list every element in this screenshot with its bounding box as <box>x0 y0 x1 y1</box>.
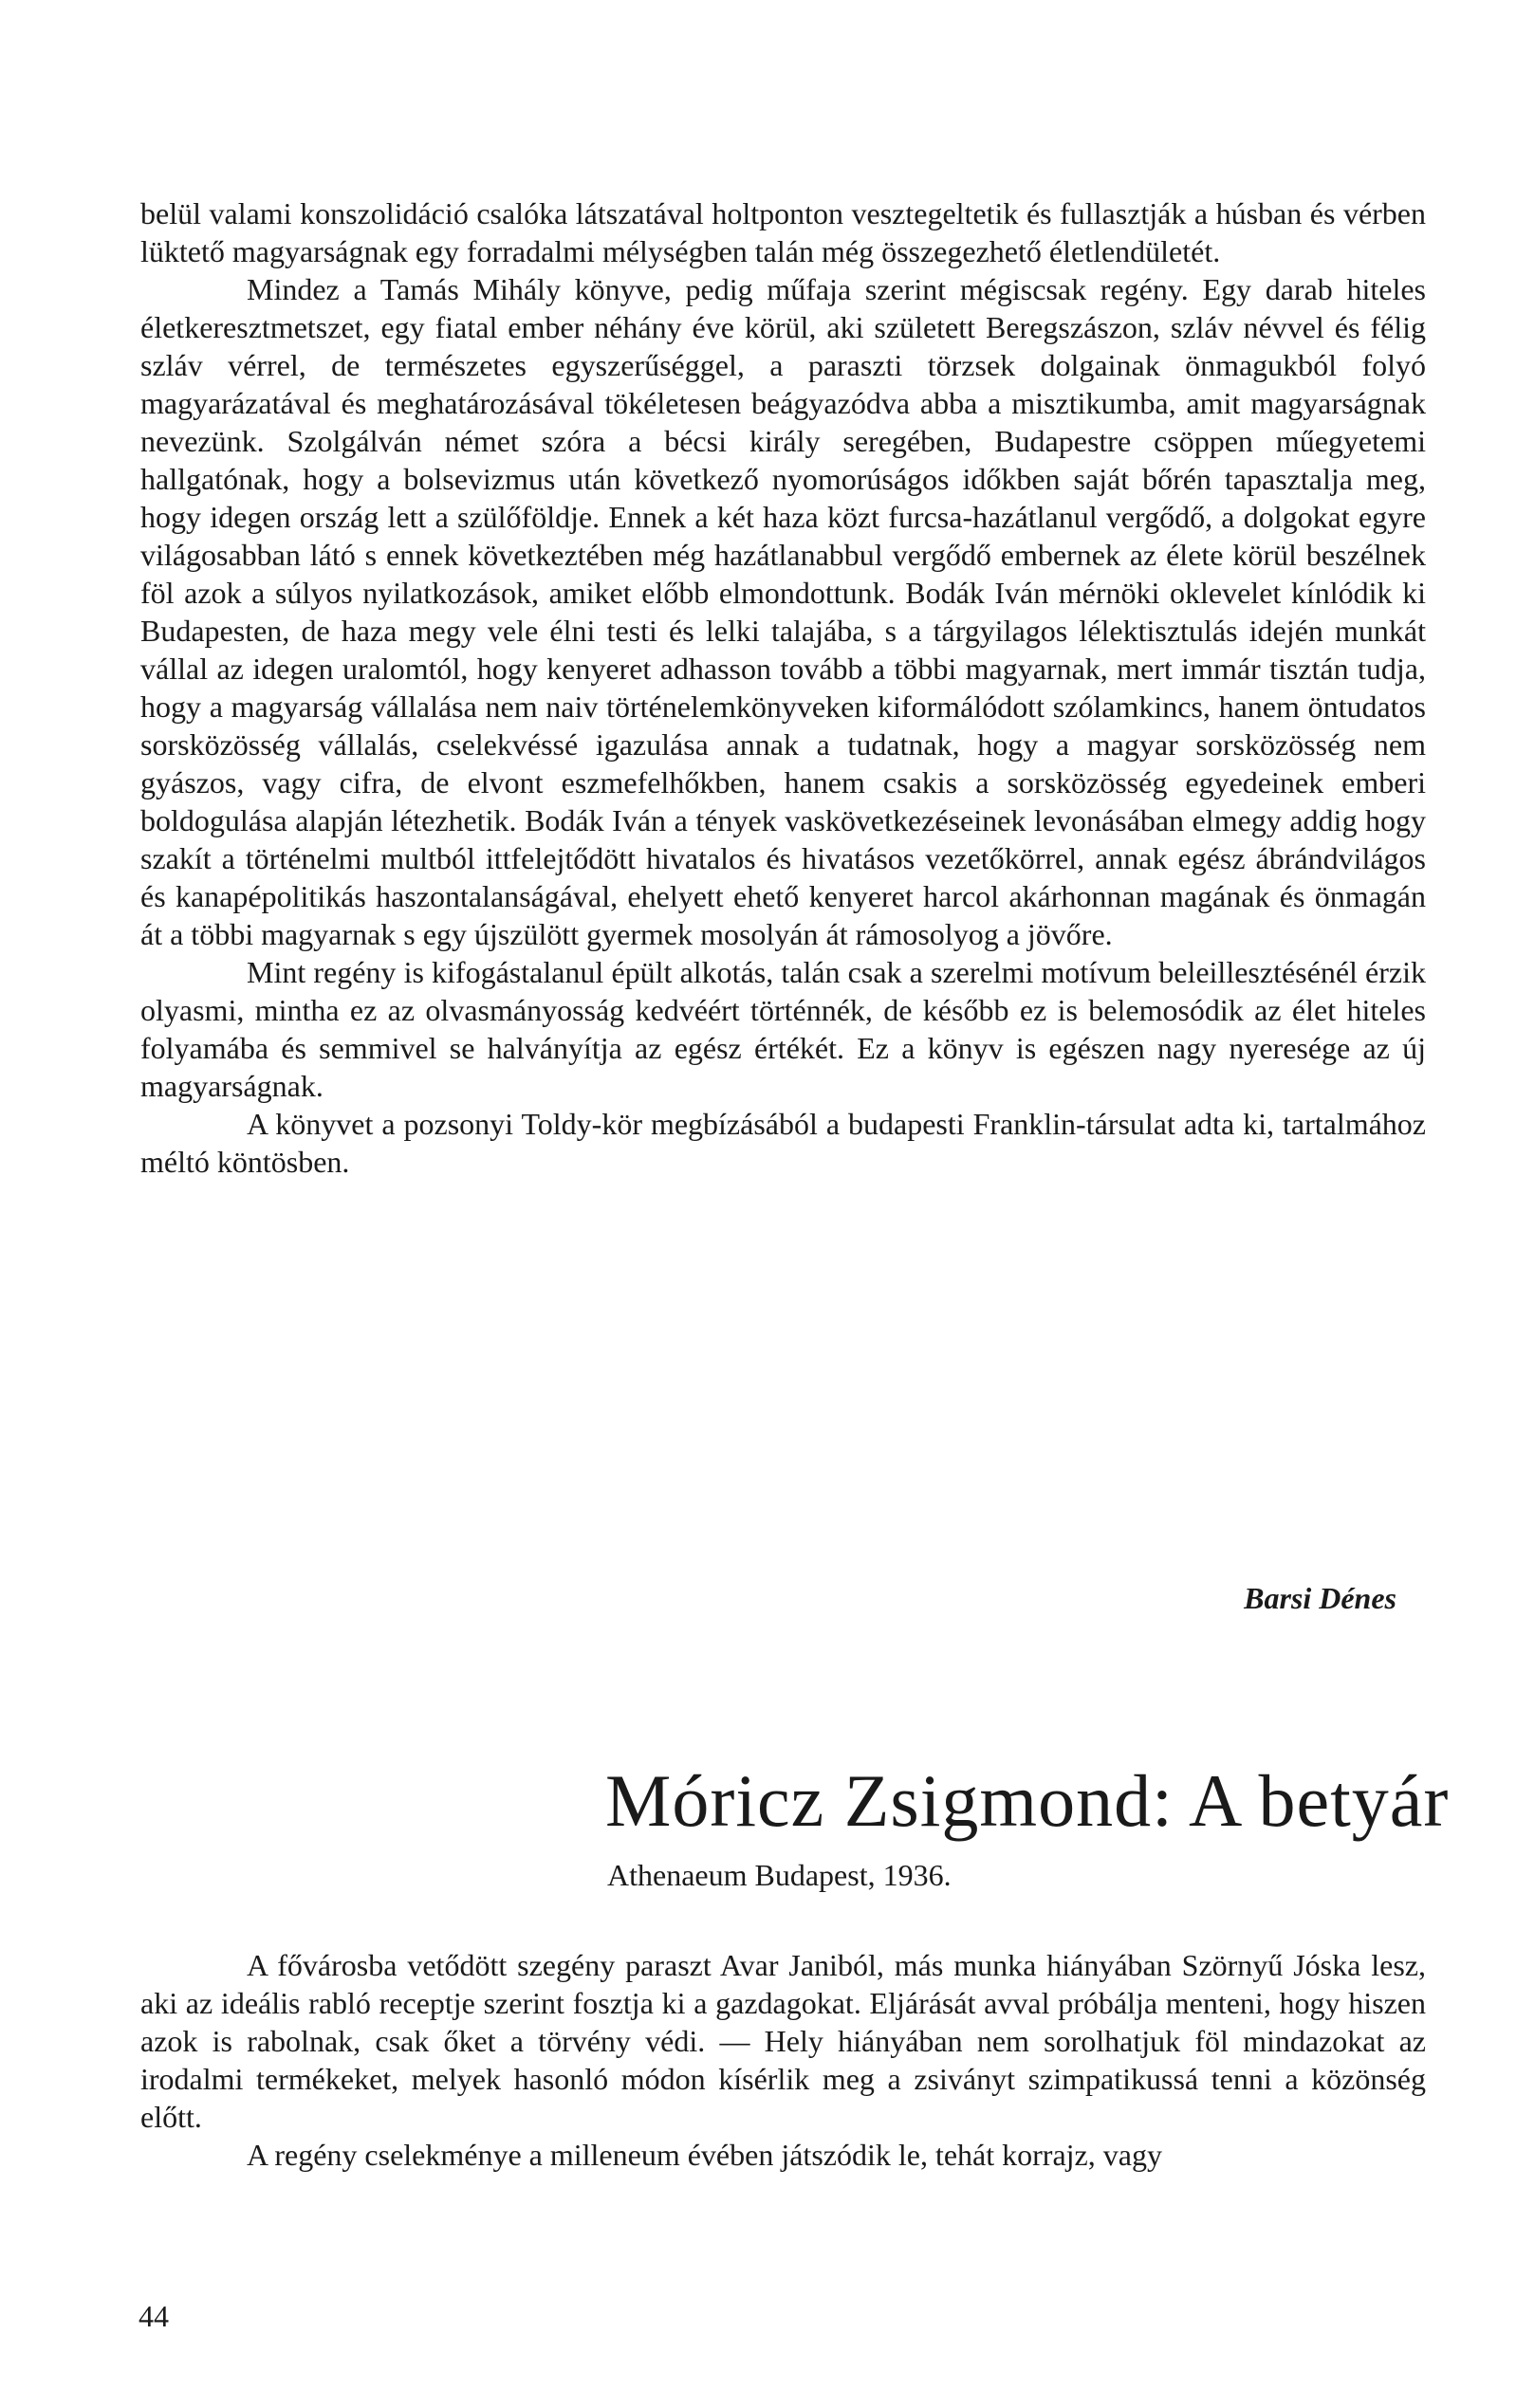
paragraph-summary: Mindez a Tamás Mihály könyve, pedig műfaja szerint mégiscsak regény. Egy darab hiteles életkeresztmetszet, egy fiatal ember néhány éve körül, aki született Beregszászon, szláv névvel és félig szláv vérrel, de természetes egyszerűséggel, a paraszti törzsek dolgainak önmagukból folyó magyarázatával és meghatározásával tökéletesen beágyazódva abba a misztikumba, amit magyarságnak nevezünk. Szolgálván német szóra a bécsi király seregében, Budapestre csöppen műegyetemi hallgatónak, hogy a bolsevizmus után következő nyomorúságos időkben saját bőrén tapasztalja meg, hogy idegen ország lett a szülőföldje. Ennek a két haza közt furcsa-hazátlanul vergődő, a dolgokat egyre világosabban látó s ennek következtében még hazátlanabbul vergődő embernek az élete körül beszélnek föl azok a súlyos nyilatkozások, amiket előbb elmondottunk. Bodák Iván mérnöki oklevelet kínlódik ki Budapesten, de haza megy vele élni testi és lelki talajába, s a tárgyilagos lélektisztulás idején munkát vállal az idegen uralomtól, hogy kenyeret adhasson tovább a többi magyarnak, mert immár tisztán tudja, hogy a magyarság vállalása nem naiv történelemkönyveken kiformálódott szólamkincs, hanem öntudatos sorsközösség vállalás, cselekvéssé igazulása annak a tudatnak, hogy a magyar sorsközösség nem gyászos, vagy cifra, de elvont eszmefelhőkben, hanem csakis a sorsközösség egyedeinek emberi boldogulása alapján létezhetik. Bodák Iván a tények vaskövetkezéseinek levonásában elmegy addig hogy szakít a történelmi multból ittfelejtődött hivatalos és hivatásos vezetőkörrel, annak egész ábrándvilágos és kanapépolitikás haszontalanságával, ehelyett ehető kenyeret harcol akárhonnan magának és önmagán át a többi magyarnak s egy újszülött gyermek mosolyán át rámosolyog a jövőre. <box>140 272 1426 951</box>
review-title: Móricz Zsigmond: A betyár <box>605 1759 1450 1842</box>
paragraph-setting: A regény cselekménye a milleneum évében játszódik le, tehát korrajz, vagy <box>247 2138 1162 2172</box>
publisher-line: Athenaeum Budapest, 1936. <box>607 1858 952 1892</box>
page-number: 44 <box>139 2299 169 2333</box>
review-article-moricz <box>140 1946 1426 2174</box>
review-article-tamas <box>140 194 1426 1181</box>
paragraph-evaluation: Mint regény is kifogástalanul épült alkotás, talán csak a szerelmi motívum beleillesztésénél érzik olyasmi, mintha ez az olvasmányosság kedvéért történnék, de később ez is belemosódik az élet hiteles folyamába és semmivel se halványítja az egész értékét. Ez a könyv is egészen nagy nyeresége az új magyarságnak. <box>140 955 1426 1103</box>
paragraph-continuation: belül valami konszolidáció csalóka látszatával holtponton vesztegeltetik és fullasztják a húsban és vérben lüktető magyarságnak egy forradalmi mélységben talán még összegezhető életlendületét. <box>140 196 1426 268</box>
paragraph-publication: A könyvet a pozsonyi Toldy-kör megbízásából a budapesti Franklin-társulat adta ki, tartalmához méltó köntösben. <box>140 1107 1426 1179</box>
reviewer-signature: Barsi Dénes <box>1244 1581 1396 1615</box>
paragraph-plot: A fővárosba vetődött szegény paraszt Avar Janiból, más munka hiányában Szörnyű Jóska lesz, aki az ideális rabló receptje szerint fosztja ki a gazdagokat. Eljárását avval próbálja menteni, hogy hiszen azok is rabolnak, csak őket a törvény védi. — Hely hiányában nem sorolhatjuk föl mindazokat az irodalmi termékeket, melyek hasonló módon kísérlik meg a zsiványt szimpatikussá tenni a közönség előtt. <box>140 1948 1426 2134</box>
